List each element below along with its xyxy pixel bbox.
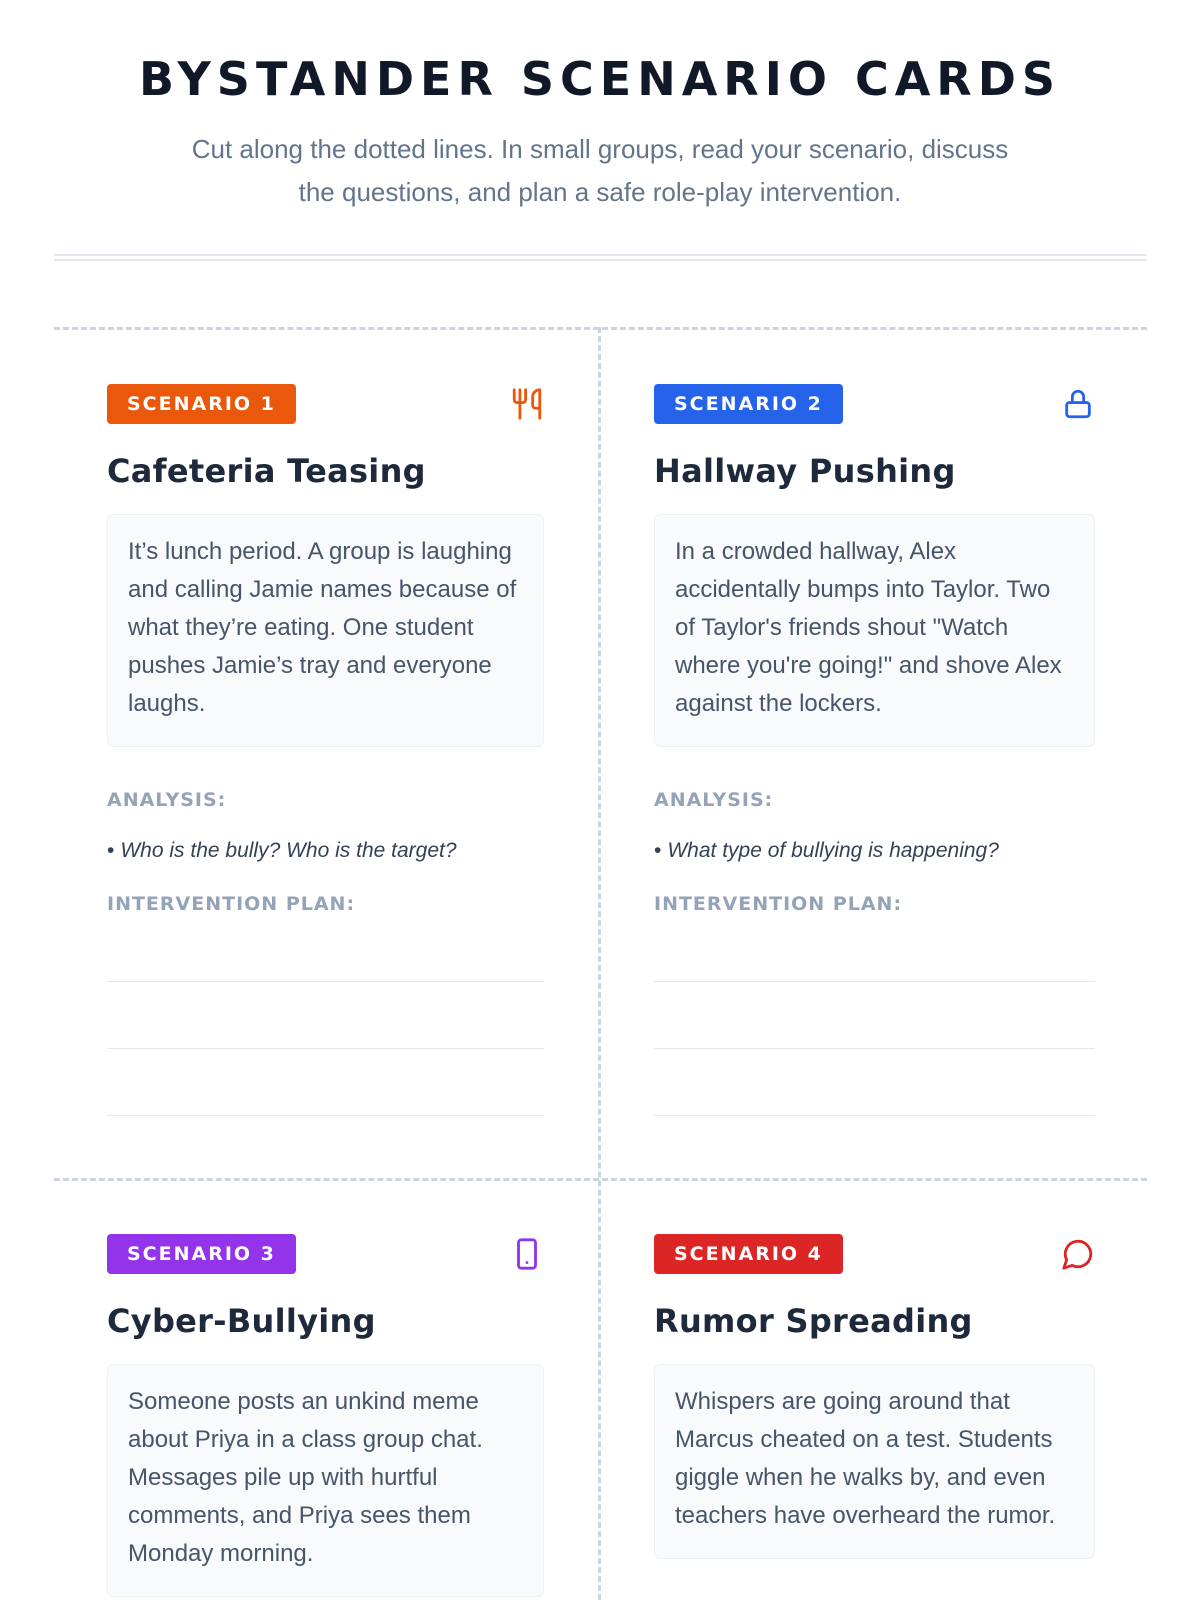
scenario-description: It’s lunch period. A group is laughing and calling Jamie names because of what they’re eating. One student pushes Jamie’s tray and everyone laughs. bbox=[107, 514, 544, 747]
writing-line[interactable] bbox=[654, 981, 1095, 982]
scenario-description: In a crowded hallway, Alex accidentally bumps into Taylor. Two of Taylor's friends shout "Watch where you're going!" and shove Alex against the lockers. bbox=[654, 514, 1095, 747]
question-text: Who is the bully? Who is the target? bbox=[120, 839, 457, 862]
writing-line[interactable] bbox=[654, 1115, 1095, 1116]
writing-line[interactable] bbox=[107, 1048, 544, 1049]
card-title: Rumor Spreading bbox=[654, 1302, 973, 1340]
page-subtitle: Cut along the dotted lines. In small groups, read your scenario, discuss the questions, and plan a safe role-play intervention. bbox=[191, 134, 1009, 207]
intervention-plan-label: INTERVENTION PLAN: bbox=[654, 893, 903, 915]
bullet-icon: • bbox=[107, 839, 115, 862]
card-title: Hallway Pushing bbox=[654, 452, 956, 490]
scenario-badge: SCENARIO 1 bbox=[107, 384, 296, 424]
utensils-icon bbox=[510, 387, 544, 421]
analysis-question bbox=[654, 839, 1095, 863]
scenario-card-1 bbox=[107, 384, 544, 1116]
page-header bbox=[0, 0, 1200, 214]
writing-line[interactable] bbox=[107, 981, 544, 982]
scenario-card-2 bbox=[654, 384, 1095, 1116]
scenario-badge: SCENARIO 4 bbox=[654, 1234, 843, 1274]
scenario-description: Someone posts an unkind meme about Priya in a class group chat. Messages pile up with hurtful comments, and Priya sees them Monday morning. bbox=[107, 1364, 544, 1597]
analysis-question bbox=[107, 839, 544, 863]
cut-line-vertical bbox=[598, 327, 601, 1600]
card-header bbox=[107, 1234, 544, 1274]
scenario-badge: SCENARIO 2 bbox=[654, 384, 843, 424]
analysis-label: ANALYSIS: bbox=[654, 789, 774, 811]
card-title: Cyber-Bullying bbox=[107, 1302, 376, 1340]
lock-icon bbox=[1061, 387, 1095, 421]
phone-icon bbox=[510, 1237, 544, 1271]
card-title: Cafeteria Teasing bbox=[107, 452, 426, 490]
page-title: BYSTANDER SCENARIO CARDS bbox=[138, 52, 1062, 106]
card-header bbox=[654, 1234, 1095, 1274]
card-header bbox=[107, 384, 544, 424]
bullet-icon: • bbox=[654, 839, 662, 862]
scenario-card-4 bbox=[654, 1234, 1095, 1559]
analysis-label: ANALYSIS: bbox=[107, 789, 227, 811]
card-header bbox=[654, 384, 1095, 424]
scenario-card-3 bbox=[107, 1234, 544, 1597]
writing-line[interactable] bbox=[654, 1048, 1095, 1049]
intervention-plan-label: INTERVENTION PLAN: bbox=[107, 893, 356, 915]
scenario-badge: SCENARIO 3 bbox=[107, 1234, 296, 1274]
header-divider bbox=[54, 254, 1147, 256]
speech-bubble-icon bbox=[1061, 1237, 1095, 1271]
question-text: What type of bullying is happening? bbox=[667, 839, 999, 862]
header-divider bbox=[54, 259, 1147, 261]
writing-line[interactable] bbox=[107, 1115, 544, 1116]
scenario-description: Whispers are going around that Marcus cheated on a test. Students giggle when he walks by, and even teachers have overheard the rumor. bbox=[654, 1364, 1095, 1559]
